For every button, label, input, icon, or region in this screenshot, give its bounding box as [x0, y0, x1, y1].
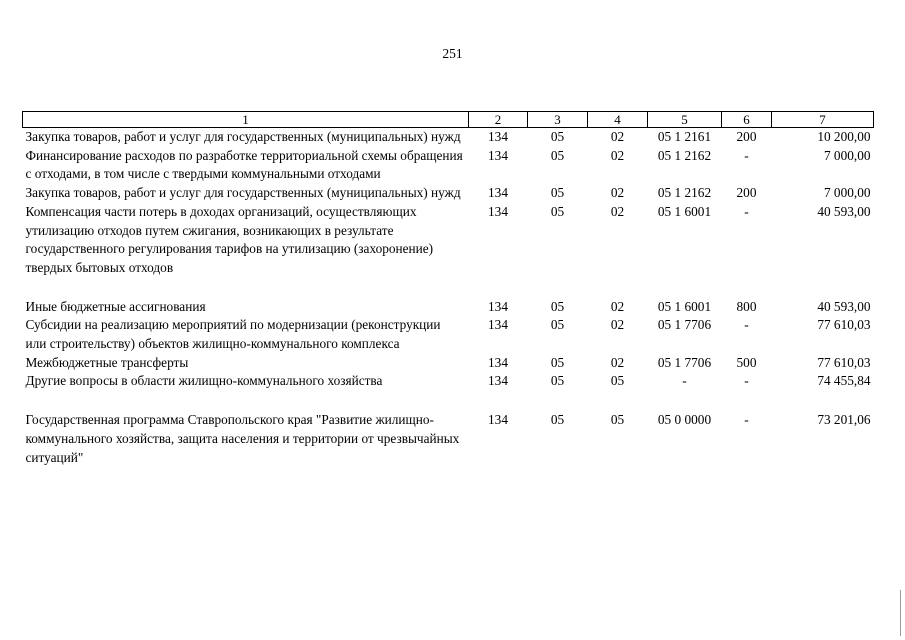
row-code-col4: 02	[610, 354, 625, 370]
row-code-col5: 05 1 2161	[657, 129, 712, 144]
table-row	[23, 298, 874, 317]
row-code-col5: -	[682, 373, 687, 389]
row-code-col5: 05 1 6001	[657, 203, 712, 219]
table-row	[23, 354, 874, 373]
row-code-col6: -	[744, 203, 749, 219]
row-amount: 10 200,00	[817, 129, 871, 144]
row-code-col6: -	[744, 317, 749, 333]
row-code-col4: 02	[610, 203, 625, 219]
table-row	[23, 316, 874, 353]
column-header-2: 2	[469, 112, 528, 128]
row-code-col5: 05 1 2162	[657, 147, 712, 163]
row-code-col6: 200	[736, 129, 757, 144]
row-code-col2: 134	[488, 147, 508, 163]
row-name: Государственная программа Ставропольского края "Развитие жилищно-коммунального хозяйства, защита населения и территории от чрезвычайных ситуаций"	[25, 412, 460, 465]
row-code-col6: 200	[736, 185, 757, 201]
row-code-col5: 05 1 2162	[657, 185, 712, 201]
row-code-col5: 05 1 7706	[657, 317, 712, 333]
row-amount: 74 455,84	[817, 373, 871, 389]
row-name: Закупка товаров, работ и услуг для государственных (муниципальных) нужд	[25, 185, 461, 201]
scan-edge-line	[900, 590, 901, 636]
row-code-col2: 134	[488, 185, 508, 201]
table-row	[23, 372, 874, 411]
budget-table-container	[22, 111, 873, 467]
row-code-col3: 05	[550, 185, 565, 201]
row-code-col4: 02	[610, 129, 625, 144]
row-code-col2: 134	[488, 354, 508, 370]
row-code-col2: 134	[488, 298, 508, 314]
row-code-col6: -	[744, 147, 749, 163]
row-code-col3: 05	[550, 373, 565, 389]
row-amount: 7 000,00	[823, 185, 871, 201]
table-body	[23, 128, 874, 468]
row-code-col4: 02	[610, 185, 625, 201]
column-header-4: 4	[588, 112, 648, 128]
row-code-col4: 05	[610, 373, 625, 389]
row-name: Иные бюджетные ассигнования	[25, 298, 206, 314]
row-code-col2: 134	[488, 129, 508, 144]
row-name: Субсидии на реализацию мероприятий по модернизации (реконструкции или строительству) объектов жилищно-коммунального комплекса	[25, 317, 441, 352]
row-code-col3: 05	[550, 354, 565, 370]
page-number: 251	[442, 46, 463, 61]
table-header	[23, 112, 874, 128]
row-code-col4: 05	[610, 412, 625, 428]
table-row	[23, 411, 874, 467]
row-code-col3: 05	[550, 412, 565, 428]
table-row	[23, 128, 874, 147]
row-amount: 77 610,03	[817, 317, 871, 333]
row-amount: 40 593,00	[817, 203, 871, 219]
column-header-6: 6	[722, 112, 772, 128]
row-amount: 77 610,03	[817, 354, 871, 370]
row-code-col5: 05 1 7706	[657, 354, 712, 370]
row-code-col6: -	[744, 412, 749, 428]
row-code-col2: 134	[488, 317, 508, 333]
column-header-7: 7	[772, 112, 874, 128]
row-code-col2: 134	[488, 203, 508, 219]
row-name: Другие вопросы в области жилищно-коммунального хозяйства	[25, 373, 383, 389]
row-name: Межбюджетные трансферты	[25, 354, 189, 370]
table-row	[23, 184, 874, 203]
row-code-col6: -	[744, 373, 749, 389]
column-header-5: 5	[648, 112, 722, 128]
row-code-col6: 500	[736, 354, 757, 370]
header-row	[23, 112, 874, 128]
column-header-3: 3	[528, 112, 588, 128]
row-code-col4: 02	[610, 317, 625, 333]
row-code-col3: 05	[550, 129, 565, 144]
row-name: Закупка товаров, работ и услуг для государственных (муниципальных) нужд	[25, 129, 461, 144]
row-amount: 73 201,06	[817, 412, 871, 428]
column-header-1: 1	[23, 112, 469, 128]
row-amount: 40 593,00	[817, 298, 871, 314]
row-code-col4: 02	[610, 147, 625, 163]
row-code-col2: 134	[488, 412, 508, 428]
row-code-col5: 05 1 6001	[657, 298, 712, 314]
row-code-col2: 134	[488, 373, 508, 389]
row-code-col6: 800	[736, 298, 757, 314]
budget-table	[22, 111, 874, 467]
row-code-col3: 05	[550, 298, 565, 314]
table-row	[23, 147, 874, 184]
row-code-col3: 05	[550, 203, 565, 219]
row-code-col3: 05	[550, 317, 565, 333]
row-code-col4: 02	[610, 298, 625, 314]
row-amount: 7 000,00	[823, 147, 871, 163]
table-row	[23, 203, 874, 298]
row-name: Компенсация части потерь в доходах организаций, осуществляющих утилизацию отходов путем сжигания, возникающих в результате государственного регулирования тарифов на утилизацию (захоронение) твердых бытовых отходов	[25, 203, 434, 275]
row-code-col5: 05 0 0000	[657, 412, 712, 428]
row-code-col3: 05	[550, 147, 565, 163]
row-name: Финансирование расходов по разработке территориальной схемы обращения с отходами, в том числе с твердыми коммунальными отходами	[25, 147, 463, 182]
